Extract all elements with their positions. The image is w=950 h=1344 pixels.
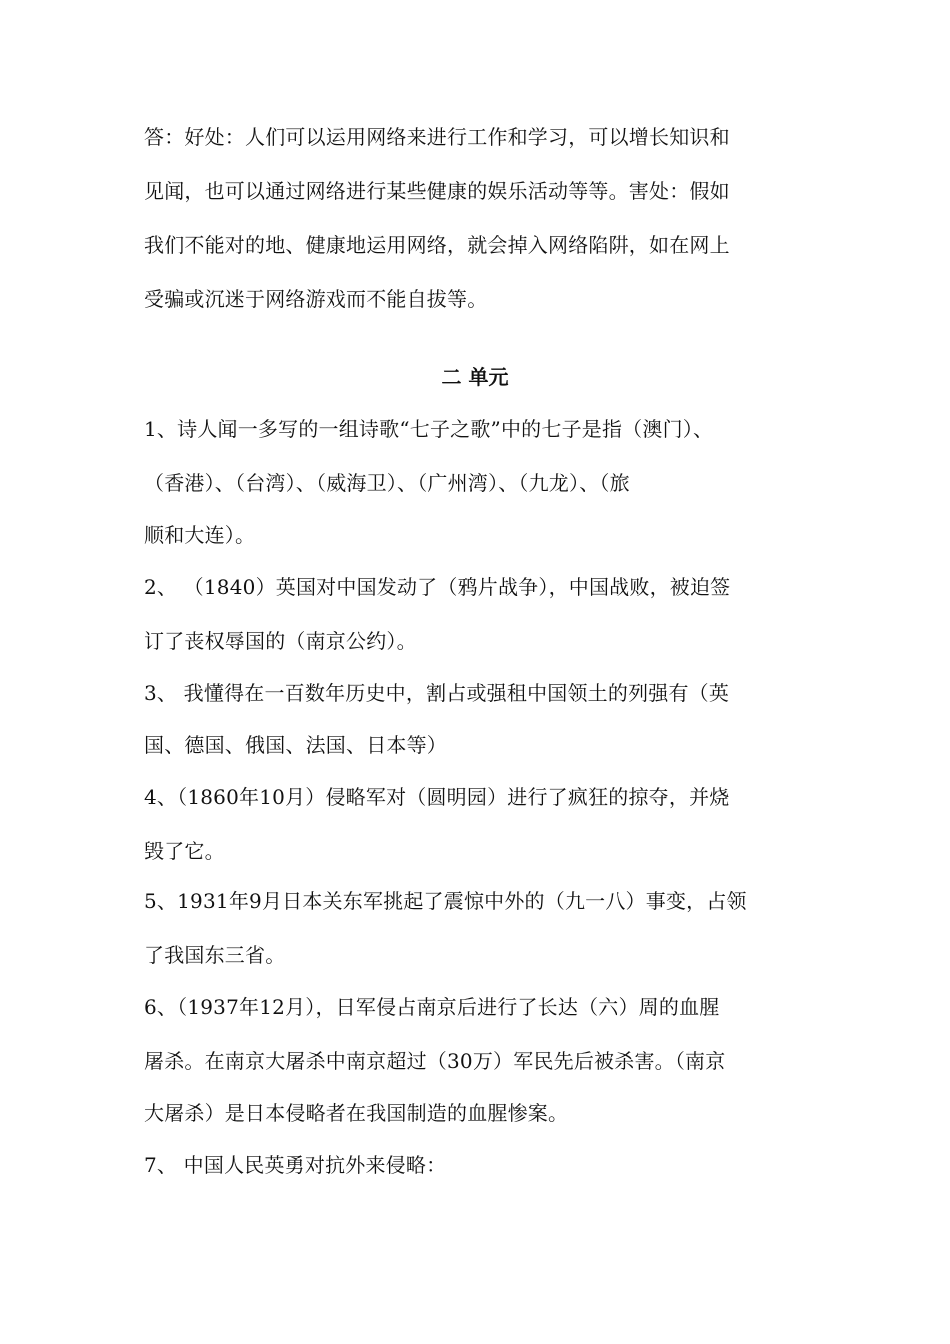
answer-line: 见闻，也可以通过网络进行某些健康的娱乐活动等等。害处：假如 [144,179,730,203]
answer-line: 我们不能对的地、健康地运用网络，就会掉入网络陷阱，如在网上 [144,233,730,257]
list-item-line: 4、（1860年10月）侵略军对（圆明园）进行了疯狂的掠夺，并烧 [144,785,730,809]
list-item-line: 大屠杀）是日本侵略者在我国制造的血腥惨案。 [144,1101,569,1125]
list-item-line: 5、1931年9月日本关东军挑起了震惊中外的（九一八）事变，占领 [144,889,747,913]
list-item-line: 屠杀。在南京大屠杀中南京超过（30万）军民先后被杀害。（南京 [144,1049,726,1073]
list-item-line: 6、（1937年12月），日军侵占南京后进行了长达（六）周的血腥 [144,995,720,1019]
list-item-line: 2、 （1840）英国对中国发动了（鸦片战争），中国战败，被迫签 [144,575,731,599]
list-item-line: 3、 我懂得在一百数年历史中，割占或强租中国领土的列强有（英 [144,681,730,705]
list-item-line: 毁了它。 [144,839,225,863]
list-item-line: 1、诗人闻一多写的一组诗歌“七子之歌”中的七子是指（澳门）、 [144,417,714,441]
answer-line: 答：好处：人们可以运用网络来进行工作和学习，可以增长知识和 [144,125,730,149]
list-item-line: 7、 中国人民英勇对抗外来侵略： [144,1153,447,1177]
list-item-line: 订了丧权辱国的（南京公约）。 [144,629,417,653]
section-title: 二 单元 [441,365,509,389]
list-item-line: 了我国东三省。 [144,943,286,967]
list-item-line: 顺和大连）。 [144,523,256,547]
answer-line: 受骗或沉迷于网络游戏而不能自拔等。 [144,287,488,311]
list-item-line: 国、德国、俄国、法国、日本等） [144,733,447,757]
list-item-line: （香港）、（台湾）、（威海卫）、（广州湾）、（九龙）、（旅 [144,471,630,495]
